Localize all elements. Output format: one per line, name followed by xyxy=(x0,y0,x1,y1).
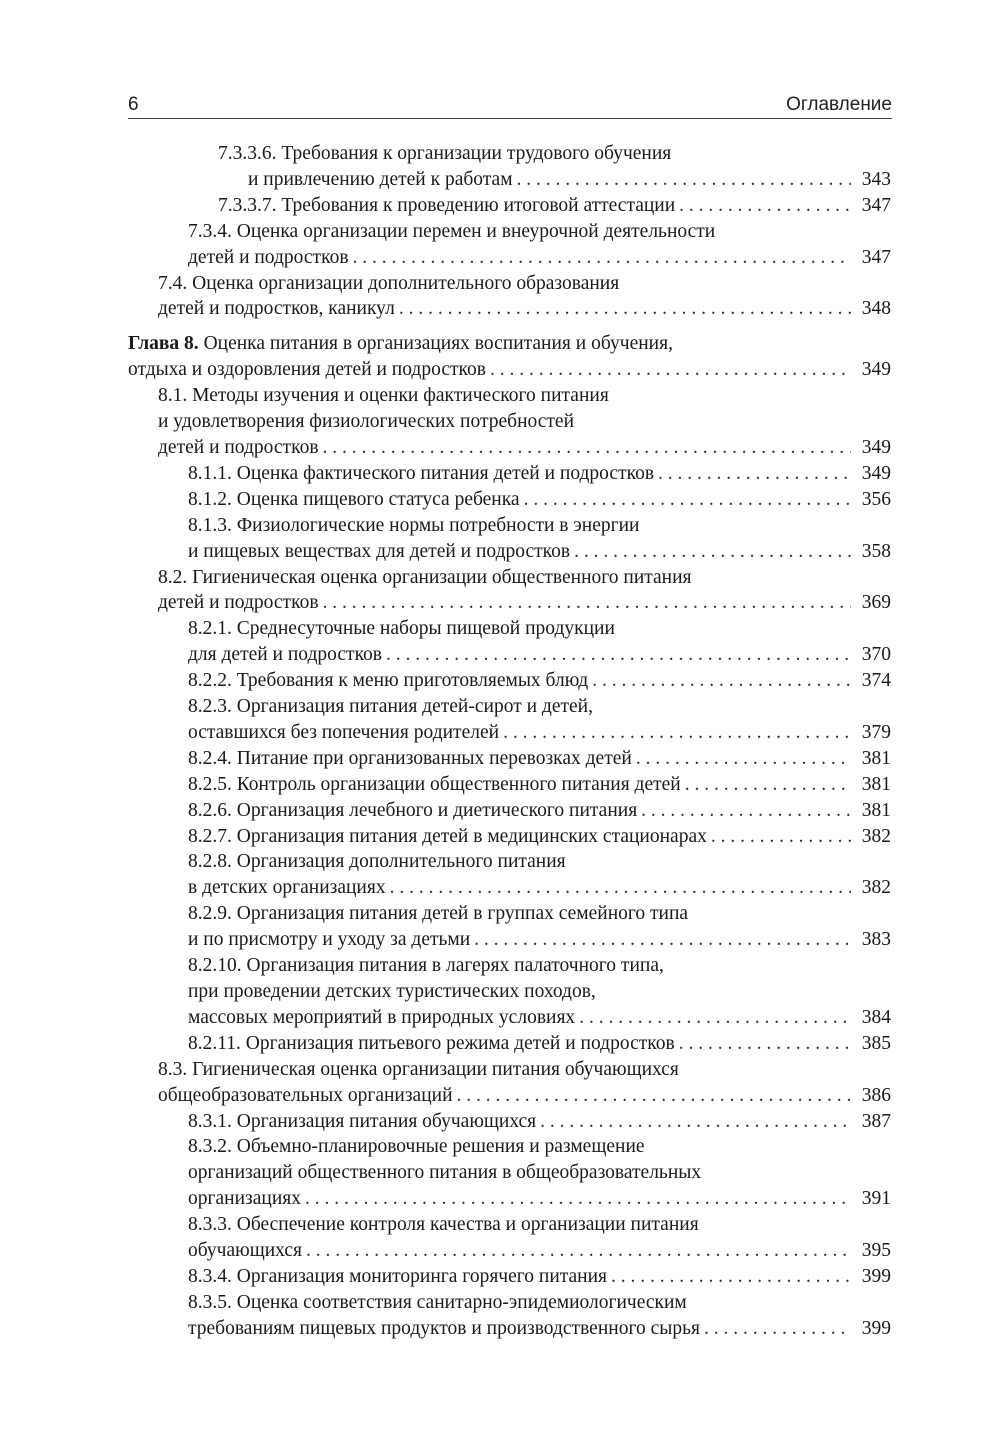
toc-page-number: 391 xyxy=(861,1188,891,1210)
running-header xyxy=(128,92,892,119)
dot-leader xyxy=(490,357,851,383)
dot-leader xyxy=(679,1031,851,1057)
toc-entry-text: оставшихся без попечения родителей xyxy=(188,721,500,743)
toc-entry-8-3-5[interactable] xyxy=(128,1290,891,1342)
toc-entry-text: 8.2.3. Организация питания детей-сирот и детей, xyxy=(188,696,593,718)
dot-leader xyxy=(399,296,851,322)
toc-page-number: 381 xyxy=(861,773,891,795)
toc-page-number: 374 xyxy=(861,670,891,692)
toc-entry-text: 8.2. Гигиеническая оценка организации общественного питания xyxy=(158,566,692,588)
dot-leader xyxy=(679,193,851,219)
toc-entry-text: 8.2.11. Организация питьевого режима детей и подростков xyxy=(188,1032,675,1054)
toc-entry-text: 8.2.1. Среднесуточные наборы пищевой продукции xyxy=(188,618,615,640)
toc-entry-text: 8.1.1. Оценка фактического питания детей и подростков xyxy=(188,462,655,484)
toc-entry-text: 8.2.2. Требования к меню приготовляемых блюд xyxy=(188,670,589,692)
dot-leader xyxy=(390,875,851,901)
toc-entry-text: массовых мероприятий в природных условиях xyxy=(188,1006,576,1028)
dot-leader xyxy=(658,461,851,487)
toc-entry-8-2-11[interactable] xyxy=(128,1031,891,1057)
dot-leader xyxy=(386,642,851,668)
toc-entry-text: 8.2.5. Контроль организации общественного питания детей xyxy=(188,773,681,795)
running-title: Оглавление xyxy=(786,94,892,115)
toc-page-number: 356 xyxy=(861,488,891,510)
dot-leader xyxy=(457,1083,851,1109)
toc-entry-7-3-4[interactable] xyxy=(128,219,891,271)
dot-leader xyxy=(704,1316,851,1342)
toc-page-number: 386 xyxy=(861,1084,891,1106)
toc-page-number: 383 xyxy=(861,929,891,951)
toc-entry-text: 7.3.3.7. Требования к проведению итоговой аттестации xyxy=(218,194,676,216)
toc-entry-8-3[interactable] xyxy=(128,1057,891,1109)
toc-page-number: 387 xyxy=(861,1110,891,1132)
toc-entry-8-2-8[interactable] xyxy=(128,849,891,901)
toc-entry-text: детей и подростков xyxy=(158,436,319,458)
toc-entry-8-1[interactable] xyxy=(128,383,891,461)
toc-page-number: 348 xyxy=(861,298,891,320)
chapter-label: Глава 8. xyxy=(128,333,199,355)
toc-entry-text: требованиям пищевых продуктов и производственного сырья xyxy=(188,1317,700,1339)
toc-page-number: 381 xyxy=(861,799,891,821)
table-of-contents xyxy=(128,141,891,1342)
toc-entry-8-2-5[interactable] xyxy=(128,772,891,798)
dot-leader xyxy=(641,798,851,824)
toc-entry-8-2-10[interactable] xyxy=(128,953,891,1031)
toc-entry-text: организациях xyxy=(188,1188,301,1210)
toc-chapter-8[interactable] xyxy=(128,331,891,383)
toc-entry-text: 8.3.4. Организация мониторинга горячего питания xyxy=(188,1265,608,1287)
toc-entry-text: при проведении детских туристических походов, xyxy=(188,981,596,1002)
toc-entry-text: 8.2.4. Питание при организованных перевозках детей xyxy=(188,747,632,769)
toc-entry-text: 8.3.3. Обеспечение контроля качества и организации питания xyxy=(188,1214,699,1236)
toc-entry-text: 7.3.3.6. Требования к организации трудового обучения xyxy=(218,143,672,164)
toc-entry-7-3-3-6[interactable] xyxy=(128,141,891,193)
toc-entry-text: детей и подростков, каникул xyxy=(158,298,395,320)
dot-leader xyxy=(592,668,851,694)
toc-entry-8-2-3[interactable] xyxy=(128,694,891,746)
toc-entry-8-1-2[interactable] xyxy=(128,487,891,513)
dot-leader xyxy=(611,1264,851,1290)
toc-entry-text: 7.4. Оценка организации дополнительного образования xyxy=(158,272,620,294)
toc-entry-text: для детей и подростков xyxy=(188,644,383,666)
toc-entry-text: в детских организациях xyxy=(188,877,386,899)
dot-leader xyxy=(306,1238,851,1264)
toc-page-number: 399 xyxy=(861,1317,891,1339)
toc-page-number: 349 xyxy=(861,462,891,484)
toc-entry-text: организаций общественного питания в общеобразовательных xyxy=(188,1162,702,1184)
toc-entry-7-4[interactable] xyxy=(128,271,891,323)
toc-entry-8-2-2[interactable] xyxy=(128,668,891,694)
dot-leader xyxy=(503,720,851,746)
toc-entry-8-3-4[interactable] xyxy=(128,1264,891,1290)
toc-entry-8-3-1[interactable] xyxy=(128,1109,891,1135)
toc-page-number: 358 xyxy=(861,540,891,562)
toc-entry-text: и удовлетворения физиологических потребностей xyxy=(158,411,575,433)
toc-entry-text: 8.2.10. Организация питания в лагерях палаточного типа, xyxy=(188,955,664,977)
dot-leader xyxy=(524,487,851,513)
toc-entry-text: 8.2.9. Организация питания детей в группах семейного типа xyxy=(188,903,689,925)
toc-entry-text: 8.3.1. Организация питания обучающихся xyxy=(188,1110,537,1132)
toc-page-number: 382 xyxy=(861,877,891,899)
toc-entry-text: 7.3.4. Оценка организации перемен и внеурочной деятельности xyxy=(188,220,716,242)
toc-entry-text: и по присмотру и уходу за детьми xyxy=(188,929,471,951)
toc-page-number: 379 xyxy=(861,721,891,743)
toc-entry-text: 8.1. Методы изучения и оценки фактического питания xyxy=(158,385,609,407)
dot-leader xyxy=(323,435,851,461)
dot-leader xyxy=(685,772,851,798)
toc-page-number: 399 xyxy=(861,1265,891,1287)
dot-leader xyxy=(574,539,851,565)
toc-page-number: 343 xyxy=(861,168,891,190)
toc-page-number: 347 xyxy=(861,246,891,268)
toc-entry-text: и пищевых веществах для детей и подростков xyxy=(188,540,571,562)
dot-leader xyxy=(540,1109,851,1135)
toc-entry-text: 8.3.5. Оценка соответствия санитарно-эпидемиологическим xyxy=(188,1291,687,1313)
toc-entry-text: 8.1.2. Оценка пищевого статуса ребенка xyxy=(188,488,520,510)
toc-entry-text: детей и подростков xyxy=(188,246,349,268)
dot-leader xyxy=(353,245,851,271)
toc-page-number: 349 xyxy=(861,359,891,381)
toc-entry-8-2[interactable] xyxy=(128,565,891,617)
toc-entry-8-2-4[interactable] xyxy=(128,746,891,772)
toc-entry-text: 8.2.8. Организация дополнительного питания xyxy=(188,851,566,873)
dot-leader xyxy=(323,590,851,616)
toc-entry-text: 8.2.6. Организация лечебного и диетического питания xyxy=(188,799,638,821)
toc-page-number: 381 xyxy=(861,747,891,769)
toc-page-number: 369 xyxy=(861,592,891,614)
toc-entry-8-1-1[interactable] xyxy=(128,461,891,487)
dot-leader xyxy=(517,167,851,193)
dot-leader xyxy=(579,1005,851,1031)
toc-entry-8-3-2[interactable] xyxy=(128,1134,891,1212)
toc-page-number: 385 xyxy=(861,1032,891,1054)
toc-entry-text: детей и подростков xyxy=(158,592,319,614)
toc-page-number: 370 xyxy=(861,644,891,666)
toc-entry-8-2-6[interactable] xyxy=(128,798,891,824)
toc-entry-8-2-7[interactable] xyxy=(128,824,891,850)
toc-page-number: 382 xyxy=(861,825,891,847)
toc-entry-text: 8.3. Гигиеническая оценка организации питания обучающихся xyxy=(158,1058,679,1080)
toc-entry-text: 8.2.7. Организация питания детей в медицинских стационарах xyxy=(188,825,707,847)
toc-entry-8-1-3[interactable] xyxy=(128,513,891,565)
toc-entry-8-2-9[interactable] xyxy=(128,901,891,953)
toc-page-number: 384 xyxy=(861,1006,891,1028)
dot-leader xyxy=(711,824,851,850)
toc-entry-text: 8.1.3. Физиологические нормы потребности в энергии xyxy=(188,514,640,536)
dot-leader xyxy=(636,746,851,772)
toc-entry-text: 8.3.2. Объемно-планировочные решения и размещение xyxy=(188,1136,645,1158)
toc-page-number: 347 xyxy=(861,194,891,216)
toc-entry-8-2-1[interactable] xyxy=(128,616,891,668)
dot-leader xyxy=(474,927,851,953)
toc-entry-text: и привлечению детей к работам xyxy=(248,168,513,190)
toc-page-number: 349 xyxy=(861,436,891,458)
toc-entry-8-3-3[interactable] xyxy=(128,1212,891,1264)
toc-entry-text: общеобразовательных организаций xyxy=(158,1084,453,1106)
chapter-title: Оценка питания в организациях воспитания и обучения, xyxy=(198,333,673,355)
toc-page-number: 395 xyxy=(861,1240,891,1262)
toc-entry-text: отдыха и оздоровления детей и подростков xyxy=(128,359,486,381)
toc-entry-7-3-3-7[interactable] xyxy=(128,193,891,219)
dot-leader xyxy=(305,1186,851,1212)
toc-entry-text: обучающихся xyxy=(188,1240,302,1262)
page-number: 6 xyxy=(128,94,139,115)
